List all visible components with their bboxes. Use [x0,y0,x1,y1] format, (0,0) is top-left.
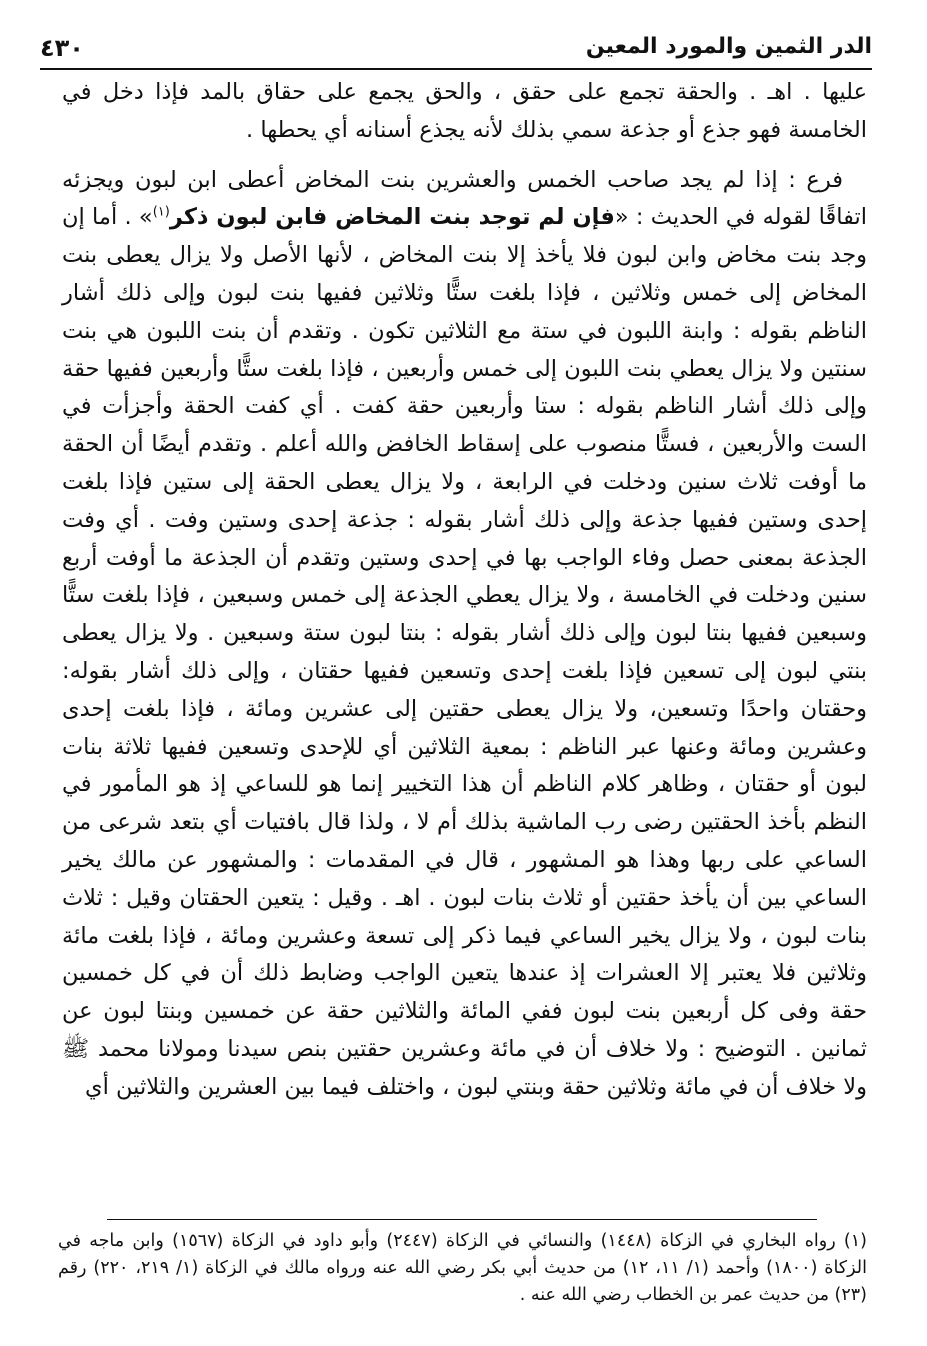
footnote: (١) رواه البخاري في الزكاة (١٤٤٨) والنسائي في الزكاة (٢٤٤٧) وأبو داود في الزكاة (١٥٦٧) وابن ماجه في الزكاة (١٨٠٠) وأحمد (١/ ١١، ١٢) من حديث أبي بكر رضي الله عنه ورواه مالك في الزكاة (١/ ٢١٩، ٢٢٠) رقم (٢٣) من حديث عمر بن الخطاب رضي الله عنه . [58,1231,867,1305]
paragraph-text-rest: » . أما إن وجد بنت مخاض وابن لبون فلا يأخذ إلا بنت المخاض ، لأنها الأصل ولا يزال يعطى بنت المخاض إلى خمس وثلاثين ، فإذا بلغت ستًّا وثلاثين ففيها بنت لبون وإلى ذلك أشار الناظم بقوله : وابنة اللبون في ستة مع الثلاثين تكون . وتقدم أن بنت اللبون هي بنت سنتين ولا يزال يعطي بنت اللبون إلى خمس وأربعين ، فإذا بلغت ستًّا وأربعين ففيها حقة وإلى ذلك أشار الناظم بقوله : ستا وأربعين حقة كفت . أي كفت الحقة وأجزأت في الست والأربعين ، فستًّا منصوب على إسقاط الخافض والله أعلم . وتقدم أيضًا أن الحقة ما أوفت ثلاث سنين ودخلت في الرابعة ، ولا يزال يعطى الحقة إلى ستين فإذا بلغت إحدى وستين ففيها جذعة وإلى ذلك أشار بقوله : جذعة إحدى وستين وفت . أي وفت الجذعة بمعنى حصل وفاء الواجب بها في إحدى وستين وتقدم أن الجذعة ما أوفت أربع سنين ودخلت في الخامسة ، ولا يزال يعطي الجذعة إلى خمس وسبعين ، فإذا بلغت ستًّا وسبعين ففيها بنتا لبون وإلى ذلك أشار بقوله : بنتا لبون ستة وسبعين . ولا يزال يعطى بنتي لبون إلى تسعين فإذا بلغت إحدى وتسعين ففيها حقتان ، وإلى ذلك أشار بقوله: وحقتان واحدًا وتسعين، ولا يزال يعطى حقتين إلى عشرين ومائة ، فإذا بلغت إحدى وعشرين ومائة وعنها عبر الناظم : بمعية الثلاثين أي للإحدى وتسعين ففيها ثلاثة بنات لبون أو حقتان ، وظاهر كلام الناظم أن هذا التخيير إنما هو للساعي إذ هو المأمور في النظم بأخذ الحقتين رضى رب الماشية بذلك أم لا ، ولذا قال بافتيات أي بتعد شرعى من الساعي على ربها وهذا هو المشهور ، قال في المقدمات : والمشهور عن مالك يخير الساعي بين أن يأخذ حقتين أو ثلاث بنات لبون . اهـ . وقيل : يتعين الحقتان وقيل : ثلاث بنات لبون ، ولا يزال يخير الساعي فيما ذكر إلى تسعة وعشرين ومائة ، فإذا بلغت مائة وثلاثين فلا يعتبر إلا العشرات إذ عندها يتعين الواجب وضابط ذلك أن في كل خمسين حقة وفى كل أربعين بنت لبون ففي المائة والثلاثين حقة عن خمسين وبنتا لبون عن ثمانين . التوضيح : ولا خلاف أن في مائة وعشرين حقتين بنص سيدنا ومولانا محمد ﷺ ولا خلاف أن في مائة وثلاثين حقة وبنتي لبون ، واختلف فيما بين العشرين والثلاثين أي [62,204,867,1100]
hadith-quote: فإن لم توجد بنت المخاض فابن لبون ذكر [169,204,615,231]
paragraph-text-start: فرع : إذا لم يجد صاحب الخمس والعشرين بنت المخاض أعطى ابن لبون ويجزئه اتفاقًا لقوله في الحديث : « [62,166,868,231]
page-number: ٤٣٠ [40,34,84,62]
main-text [62,74,867,1107]
paragraph-fara [62,162,867,1107]
footnote-marker: (١) [152,204,170,220]
page-header [40,28,872,70]
paragraph-continuation: عليها . اهـ . والحقة تجمع على حقق ، والحق يجمع على حقاق بالمد فإذا دخل في الخامسة فهو جذع أو جذعة سمي بذلك لأنه يجذع أسنانه أي يحطها . [62,79,867,143]
footnote-divider [107,1219,817,1220]
book-title: الدر الثمين والمورد المعين [585,34,872,59]
